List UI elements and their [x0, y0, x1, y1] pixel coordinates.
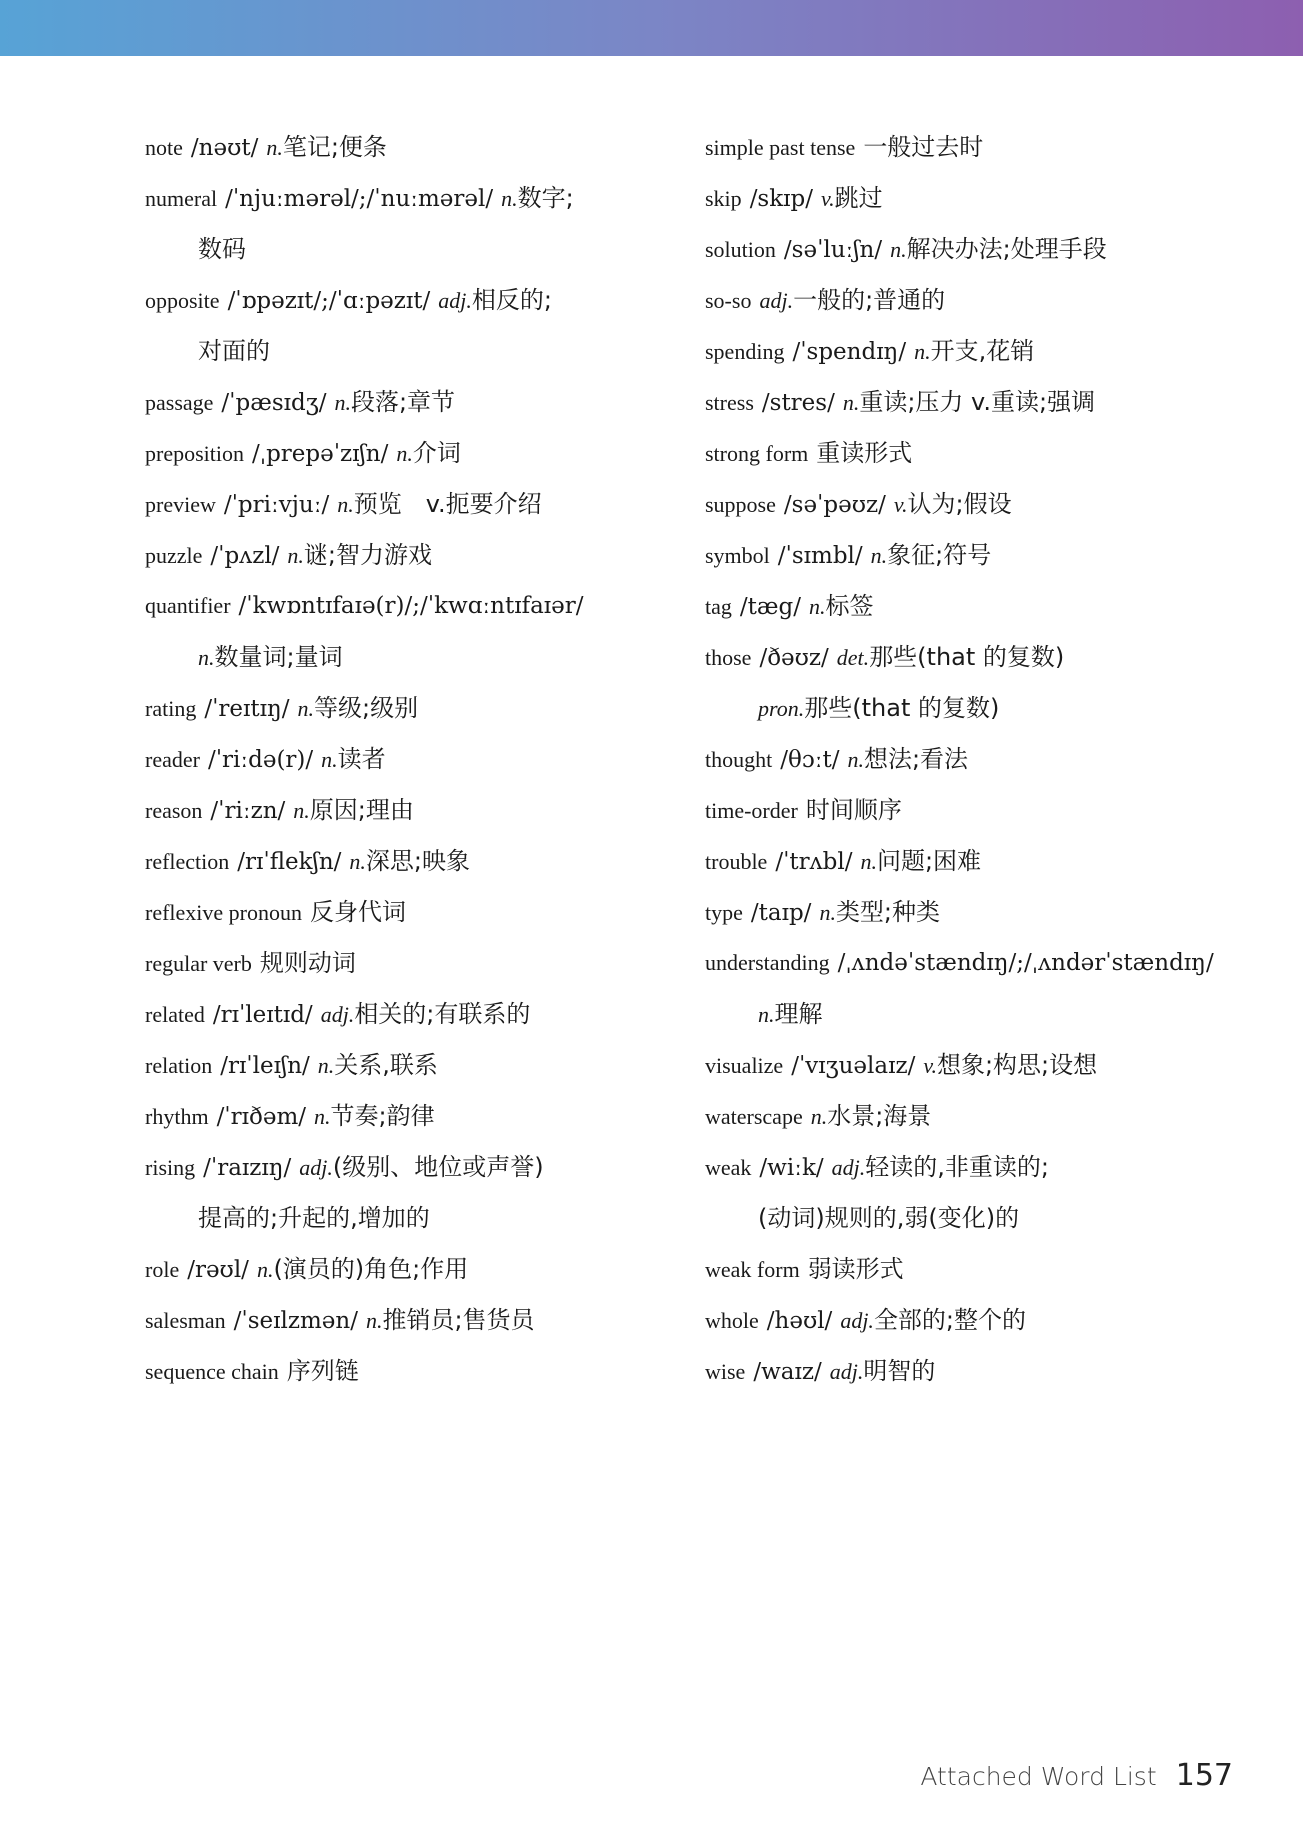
entry-phonetic: /stres/ — [761, 390, 835, 416]
entry-pos: n. — [337, 492, 354, 517]
entry-pos: det. — [836, 645, 870, 670]
entry-word: weak — [705, 1155, 752, 1180]
entry-pos: adj. — [320, 1002, 355, 1027]
entry-meaning: (动词)规则的,弱(变化)的 — [758, 1204, 1020, 1232]
entry-pos: n. — [808, 594, 826, 619]
word-entry — [705, 645, 1265, 696]
entry-word: visualize — [705, 1053, 784, 1078]
entry-meaning: 时间顺序 — [805, 796, 902, 824]
word-entry — [145, 1155, 705, 1206]
entry-word: reflexive pronoun — [145, 900, 302, 925]
entry-word: reader — [145, 747, 200, 772]
entry-meaning: 一般过去时 — [863, 133, 984, 161]
word-entry — [145, 1002, 705, 1053]
entry-phonetic: /ˈkwɒntɪfaɪə(r)/;/ˈkwɑːntɪfaɪər/ — [238, 593, 584, 619]
word-entry — [705, 1155, 1265, 1206]
entry-word: thought — [705, 747, 773, 772]
entry-word: wise — [705, 1359, 746, 1384]
word-entry-continuation — [705, 696, 1265, 747]
word-entry-continuation — [145, 645, 705, 696]
entry-phonetic: /ˈspendɪŋ/ — [792, 339, 907, 365]
entry-word: suppose — [705, 492, 776, 517]
word-entry — [705, 1359, 1265, 1410]
entry-phonetic: /ˌprepəˈzɪʃn/ — [252, 441, 389, 467]
entry-meaning: 笔记;便条 — [282, 133, 387, 161]
entry-meaning: 关系,联系 — [334, 1051, 438, 1079]
entry-pos: v. — [923, 1053, 937, 1078]
entry-pos: v. — [893, 492, 908, 517]
entry-word: symbol — [705, 543, 770, 568]
entry-phonetic: /tæg/ — [739, 594, 801, 620]
entry-meaning: 那些(that 的复数) — [869, 643, 1065, 671]
entry-pos: n. — [396, 441, 413, 466]
entry-word: role — [145, 1257, 180, 1282]
entry-meaning: (级别、地位或声誉) — [332, 1153, 544, 1181]
word-entry-continuation — [145, 237, 705, 288]
entry-phonetic: /waɪz/ — [753, 1359, 822, 1385]
word-entry-continuation — [705, 1206, 1265, 1257]
entry-pos: adj. — [840, 1308, 874, 1333]
entry-meaning: 等级;级别 — [314, 694, 419, 722]
word-entry — [705, 441, 1265, 492]
word-entry — [145, 288, 705, 339]
page-footer — [920, 1758, 1233, 1793]
entry-word: solution — [705, 237, 776, 262]
entry-meaning: 数字; — [517, 184, 574, 212]
word-entry — [705, 1257, 1265, 1308]
entry-pos: adj. — [829, 1359, 864, 1384]
entry-word: quantifier — [145, 593, 231, 618]
entry-pos: adj. — [831, 1155, 866, 1180]
word-entry — [145, 798, 705, 849]
entry-pos: n. — [842, 390, 860, 415]
entry-meaning: 重读;压力 v.重读;强调 — [859, 388, 1096, 416]
entry-pos: n. — [847, 747, 864, 772]
word-entry — [705, 900, 1265, 951]
word-entry — [145, 1104, 705, 1155]
word-entry — [705, 1053, 1265, 1104]
entry-word: tag — [705, 594, 732, 619]
entry-word: opposite — [145, 288, 220, 313]
entry-meaning: 弱读形式 — [807, 1255, 904, 1283]
entry-meaning: 相关的;有联系的 — [354, 1000, 531, 1028]
entry-meaning: 推销员;售货员 — [382, 1306, 535, 1334]
word-entry — [145, 492, 705, 543]
entry-pos: n. — [870, 543, 888, 568]
entry-meaning: 序列链 — [286, 1357, 359, 1385]
word-entry — [705, 339, 1265, 390]
entry-phonetic: /ˈriːdə(r)/ — [207, 747, 314, 773]
entry-word: preposition — [145, 441, 244, 466]
footer-title: Attached Word List — [920, 1762, 1157, 1791]
entry-word: sequence chain — [145, 1359, 279, 1384]
entry-meaning: 相反的; — [471, 286, 552, 314]
entry-pos: n. — [914, 339, 931, 364]
word-entry — [705, 135, 1265, 186]
entry-word: stress — [705, 390, 754, 415]
entry-meaning: 轻读的,非重读的; — [865, 1153, 1049, 1181]
word-entry-continuation — [145, 1206, 705, 1257]
word-list-left-column — [145, 135, 705, 1410]
entry-phonetic: /səˈluːʃn/ — [783, 237, 883, 263]
entry-word: time-order — [705, 798, 798, 823]
entry-pos: adj. — [438, 288, 472, 313]
entry-word: skip — [705, 186, 742, 211]
word-entry — [705, 1104, 1265, 1155]
entry-phonetic: /ðəʊz/ — [759, 645, 829, 671]
entry-meaning: 象征;符号 — [887, 541, 992, 569]
word-entry — [145, 951, 705, 1002]
word-entry — [705, 849, 1265, 900]
entry-pos: n. — [287, 543, 304, 568]
entry-meaning: 谜;智力游戏 — [303, 541, 433, 569]
entry-meaning: 重读形式 — [816, 439, 913, 467]
entry-word: salesman — [145, 1308, 226, 1333]
entry-word: reflection — [145, 849, 230, 874]
entry-word: rhythm — [145, 1104, 209, 1129]
entry-meaning: 理解 — [774, 1000, 823, 1028]
word-entry — [145, 747, 705, 798]
word-entry — [705, 1308, 1265, 1359]
entry-word: rising — [145, 1155, 196, 1180]
entry-phonetic: /ˈvɪʒuəlaɪz/ — [791, 1053, 916, 1079]
word-entry — [145, 1257, 705, 1308]
entry-pos: n. — [198, 645, 215, 670]
entry-word: whole — [705, 1308, 759, 1333]
word-entry — [705, 186, 1265, 237]
entry-word: rating — [145, 696, 197, 721]
entry-meaning: 跳过 — [834, 184, 883, 212]
page-number: 157 — [1175, 1758, 1233, 1793]
entry-phonetic: /skɪp/ — [749, 186, 814, 212]
entry-pos: n. — [860, 849, 877, 874]
entry-pos: n. — [501, 186, 518, 211]
entry-word: spending — [705, 339, 785, 364]
word-entry — [145, 186, 705, 237]
entry-word: related — [145, 1002, 205, 1027]
word-entry — [705, 798, 1265, 849]
entry-phonetic: /ˈriːzn/ — [210, 798, 286, 824]
entry-meaning: 一般的;普通的 — [793, 286, 946, 314]
entry-meaning: 全部的;整个的 — [873, 1306, 1027, 1334]
entry-word: preview — [145, 492, 216, 517]
entry-meaning: 那些(that 的复数) — [804, 694, 1000, 722]
entry-pos: n. — [334, 390, 351, 415]
entry-word: reason — [145, 798, 203, 823]
word-entry-continuation — [705, 1002, 1265, 1053]
entry-phonetic: /ˈɒpəzɪt/;/ˈɑːpəzɪt/ — [227, 288, 431, 314]
entry-meaning: 提高的;升起的,增加的 — [198, 1204, 430, 1232]
entry-meaning: (演员的)角色;作用 — [273, 1255, 469, 1283]
entry-phonetic: /ˌʌndəˈstændɪŋ/;/ˌʌndərˈstændɪŋ/ — [837, 950, 1214, 976]
entry-phonetic: /ˈraɪzɪŋ/ — [203, 1155, 292, 1181]
entry-meaning: 深思;映象 — [365, 847, 471, 875]
entry-meaning: 对面的 — [198, 337, 270, 365]
entry-meaning: 类型;种类 — [835, 898, 941, 926]
entry-phonetic: /ˈpʌzl/ — [210, 543, 280, 569]
entry-phonetic: /rəʊl/ — [187, 1257, 249, 1283]
entry-phonetic: /θɔːt/ — [780, 747, 840, 773]
entry-word: strong form — [705, 441, 809, 466]
entry-meaning: 问题;困难 — [876, 847, 982, 875]
word-entry-continuation — [145, 339, 705, 390]
entry-phonetic: /ˈsɪmbl/ — [777, 543, 863, 569]
word-list-right-column — [705, 135, 1265, 1410]
word-entry — [145, 1359, 705, 1410]
entry-meaning: 节奏;韵律 — [330, 1102, 435, 1130]
word-entry — [145, 594, 705, 645]
entry-word: puzzle — [145, 543, 203, 568]
entry-phonetic: /ˈnjuːmərəl/;/ˈnuːmərəl/ — [225, 186, 494, 212]
entry-word: weak form — [705, 1257, 800, 1282]
entry-meaning: 段落;章节 — [350, 388, 456, 416]
entry-phonetic: /səˈpəʊz/ — [783, 492, 886, 518]
entry-phonetic: /rɪˈleɪʃn/ — [220, 1053, 310, 1079]
entry-pos: n. — [758, 1002, 775, 1027]
entry-pos: v. — [821, 186, 835, 211]
entry-pos: n. — [317, 1053, 335, 1078]
word-entry — [705, 951, 1265, 1002]
entry-phonetic: /nəʊt/ — [190, 135, 259, 161]
word-entry — [705, 288, 1265, 339]
entry-meaning: 原因;理由 — [309, 796, 414, 824]
word-entry — [705, 594, 1265, 645]
entry-phonetic: /ˈpæsɪdʒ/ — [221, 390, 327, 416]
entry-meaning: 反身代词 — [310, 898, 406, 926]
entry-phonetic: /ˈtrʌbl/ — [775, 849, 853, 875]
entry-meaning: 数量词;量词 — [214, 643, 343, 671]
entry-phonetic: /rɪˈflekʃn/ — [237, 849, 342, 875]
entry-word: relation — [145, 1053, 213, 1078]
entry-word: type — [705, 900, 743, 925]
word-entry — [145, 135, 705, 186]
word-entry — [145, 900, 705, 951]
entry-pos: n. — [256, 1257, 274, 1282]
word-entry — [145, 849, 705, 900]
entry-meaning: 想象;构思;设想 — [936, 1051, 1098, 1079]
entry-word: simple past tense — [705, 135, 856, 160]
entry-pos: n. — [297, 696, 315, 721]
entry-word: waterscape — [705, 1104, 803, 1129]
entry-pos: n. — [321, 747, 338, 772]
word-entry — [705, 747, 1265, 798]
entry-phonetic: /həʊl/ — [766, 1308, 833, 1334]
entry-pos: adj. — [759, 288, 794, 313]
entry-meaning: 想法;看法 — [863, 745, 969, 773]
entry-phonetic: /taɪp/ — [750, 900, 812, 926]
entry-meaning: 预览 v.扼要介绍 — [353, 490, 542, 518]
entry-phonetic: /rɪˈleɪtɪd/ — [212, 1002, 313, 1028]
word-entry — [705, 492, 1265, 543]
word-entry — [145, 390, 705, 441]
entry-meaning: 介词 — [412, 439, 461, 467]
entry-meaning: 水景;海景 — [827, 1102, 932, 1130]
entry-meaning: 明智的 — [863, 1357, 936, 1385]
entry-word: numeral — [145, 186, 218, 211]
word-entry — [145, 1308, 705, 1359]
word-entry — [145, 543, 705, 594]
word-entry — [145, 1053, 705, 1104]
entry-pos: n. — [266, 135, 283, 160]
entry-word: trouble — [705, 849, 768, 874]
entry-meaning: 认为;假设 — [907, 490, 1012, 518]
word-entry — [705, 543, 1265, 594]
entry-phonetic: /wiːk/ — [759, 1155, 824, 1181]
entry-meaning: 数码 — [198, 235, 246, 263]
word-entry — [705, 237, 1265, 288]
word-entry — [145, 441, 705, 492]
entry-pos: n. — [365, 1308, 383, 1333]
entry-pos: n. — [819, 900, 836, 925]
entry-meaning: 标签 — [825, 592, 874, 620]
entry-word: so-so — [705, 288, 752, 313]
entry-meaning: 读者 — [337, 745, 386, 773]
entry-pos: n. — [890, 237, 907, 262]
word-entry — [145, 696, 705, 747]
entry-phonetic: /ˈreɪtɪŋ/ — [204, 696, 290, 722]
entry-phonetic: /ˈrɪðəm/ — [216, 1104, 307, 1130]
entry-meaning: 开支,花销 — [930, 337, 1035, 365]
entry-phonetic: /ˈseɪlzmən/ — [233, 1308, 358, 1334]
entry-word: understanding — [705, 950, 830, 975]
entry-pos: n. — [293, 798, 310, 823]
entry-pos: n. — [314, 1104, 331, 1129]
entry-word: those — [705, 645, 752, 670]
word-entry — [705, 390, 1265, 441]
entry-meaning: 解决办法;处理手段 — [906, 235, 1107, 263]
entry-meaning: 规则动词 — [259, 949, 356, 977]
entry-pos: adj. — [299, 1155, 333, 1180]
entry-word: regular verb — [145, 951, 252, 976]
entry-pos: n. — [810, 1104, 828, 1129]
entry-word: passage — [145, 390, 214, 415]
entry-phonetic: /ˈpriːvjuː/ — [223, 492, 330, 518]
entry-pos: n. — [349, 849, 366, 874]
entry-word: note — [145, 135, 183, 160]
entry-pos: pron. — [758, 696, 805, 721]
top-banner — [0, 0, 1303, 56]
